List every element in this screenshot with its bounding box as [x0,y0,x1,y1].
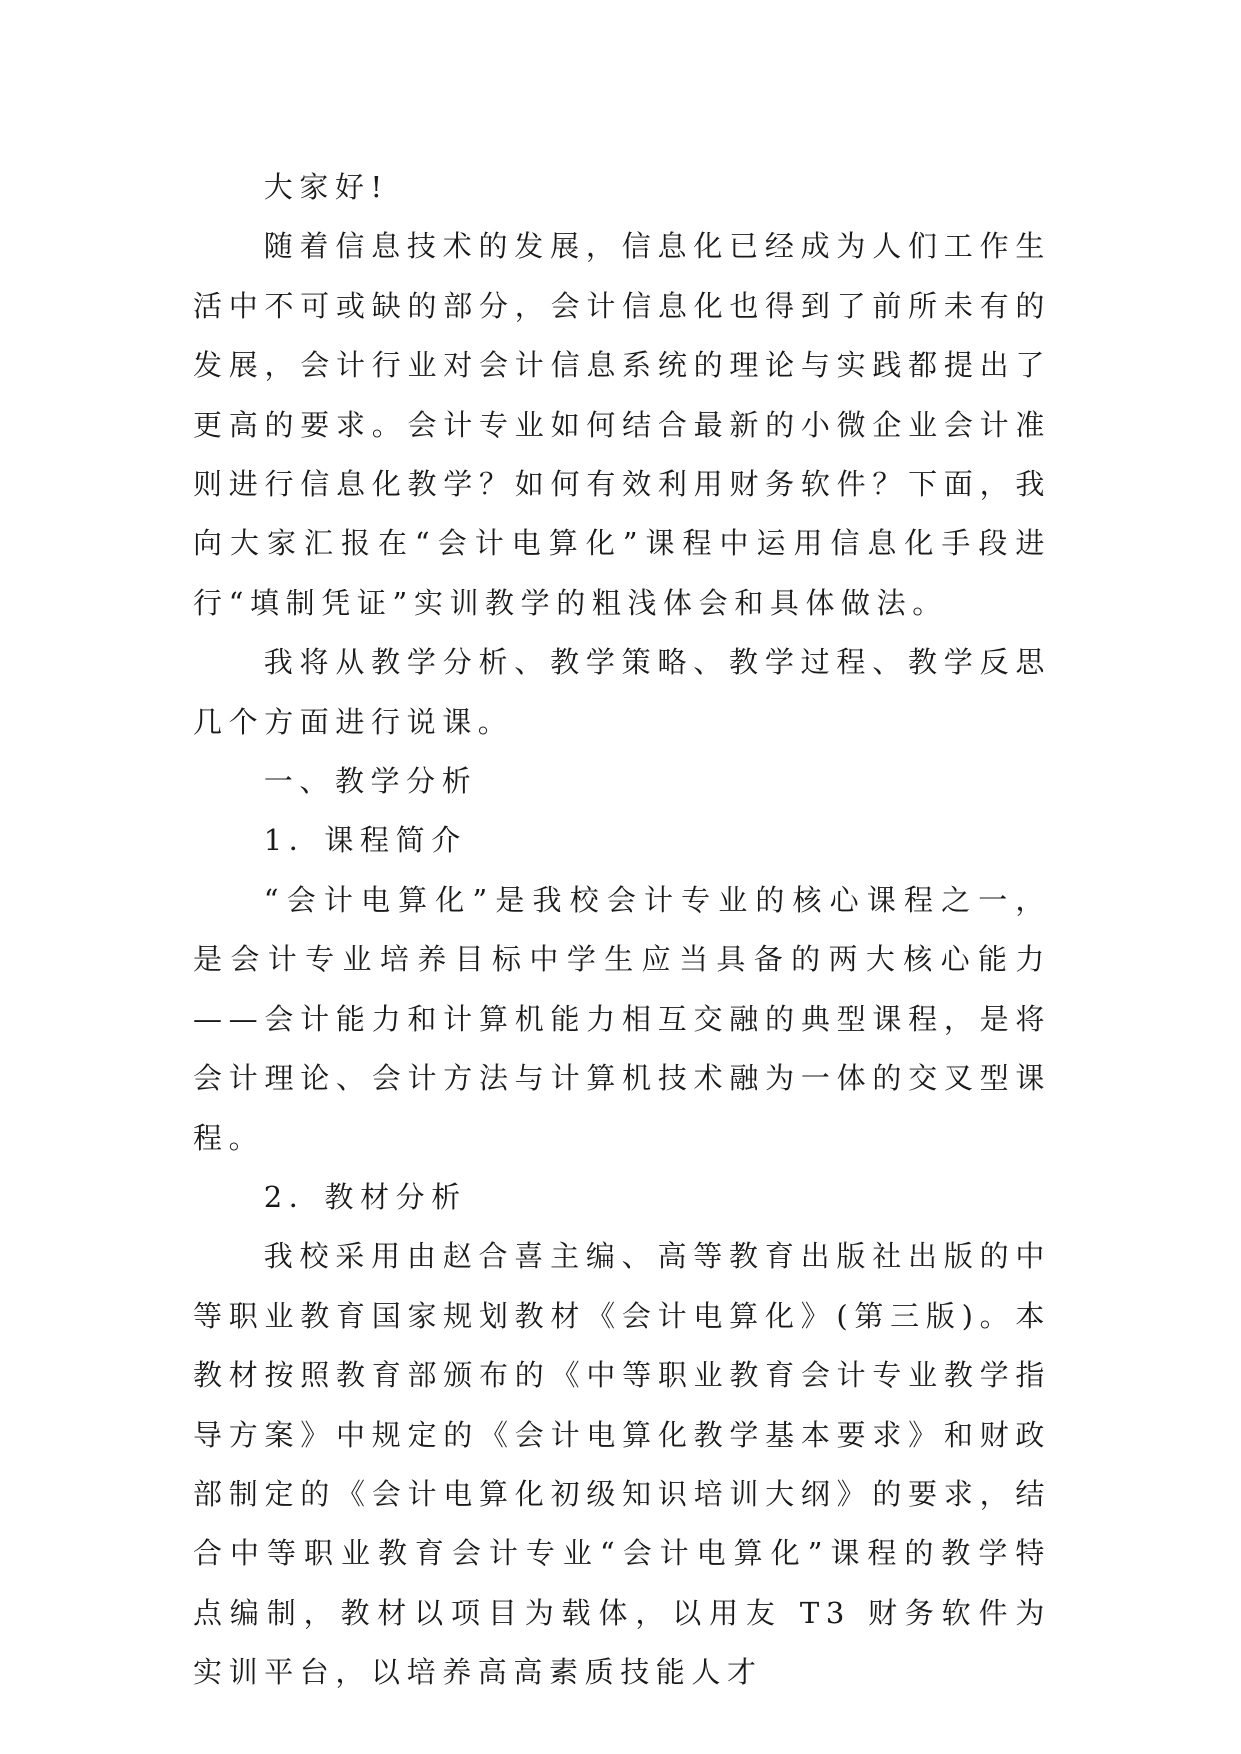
section-heading-teaching-analysis: 一、教学分析 [263,764,478,799]
intro-paragraph-2: 我将从教学分析、教学策略、教学过程、教学反思几个方面进行说课。 [193,645,1051,739]
textbook-analysis-paragraph: 我校采用由赵合喜主编、高等教育出版社出版的中等职业教育国家规划教材《会计电算化》(第三版)。本教材按照教育部颁布的《中等职业教育会计专业教学指导方案》中规定的《会计电算化教学基本要求》和财政部制定的《会计电算化初级知识培训大纲》的要求，结合中等职业教育会计专业“会计电算化”课程的教学特点编制，教材以项目为载体，以用友 T3 财务软件为实训平台，以培养高高素质技能人才 [193,1239,1051,1690]
document-body [193,158,1051,1703]
subsection-heading-course-intro: 1．课程简介 [263,823,467,858]
intro-paragraph-1: 随着信息技术的发展，信息化已经成为人们工作生活中不可或缺的部分，会计信息化也得到了前所未有的发展，会计行业对会计信息系统的理论与实践都提出了更高的要求。会计专业如何结合最新的小微企业会计准则进行信息化教学？如何有效利用财务软件？下面，我向大家汇报在“会计电算化”课程中运用信息化手段进行“填制凭证”实训教学的粗浅体会和具体做法。 [193,229,1051,620]
greeting-paragraph: 大家好! [263,170,389,204]
subsection-heading-textbook-analysis: 2．教材分析 [263,1179,467,1214]
course-intro-paragraph: “会计电算化”是我校会计专业的核心课程之一，是会计专业培养目标中学生应当具备的两大核心能力——会计能力和计算机能力相互交融的典型课程，是将会计理论、会计方法与计算机技术融为一体的交叉型课程。 [193,882,1051,1155]
